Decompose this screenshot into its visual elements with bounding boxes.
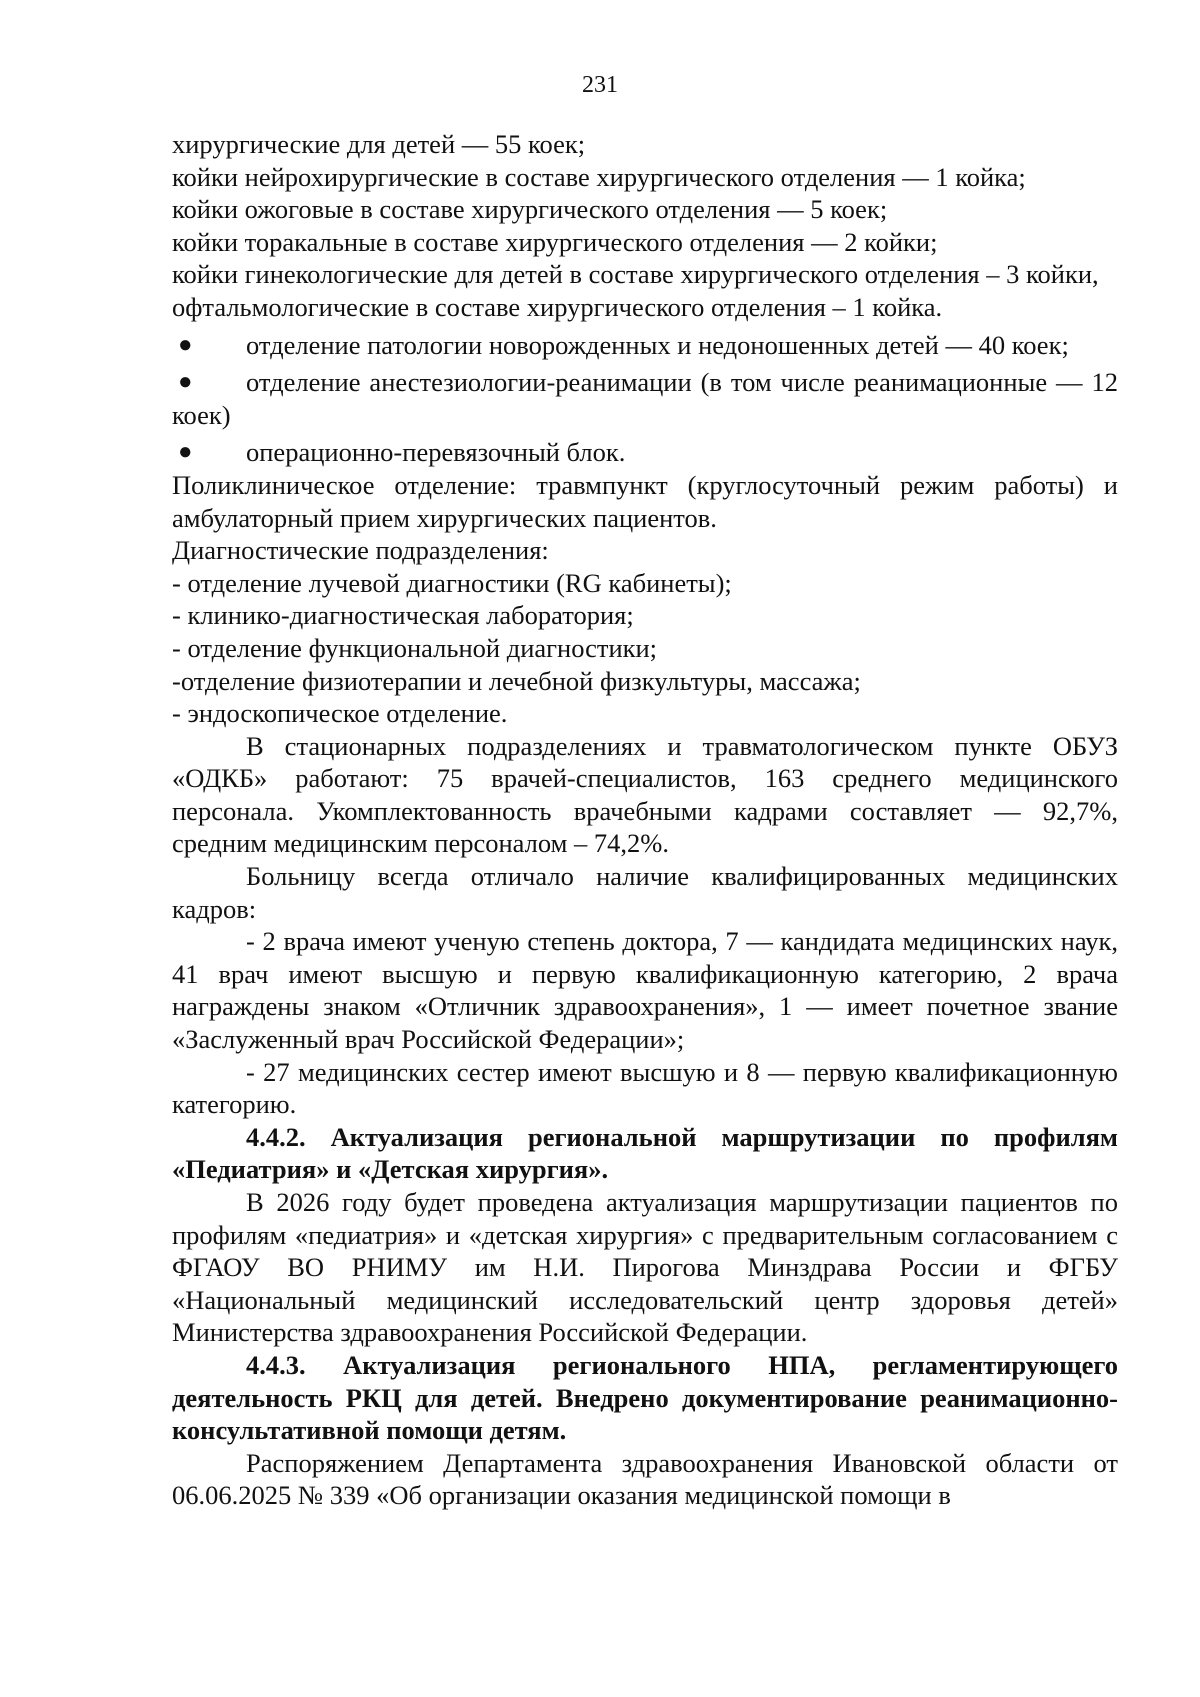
section-heading-4-4-2: 4.4.2. Актуализация региональной маршрутизации по профилям «Педиатрия» и «Детская хирургия». [172, 1121, 1118, 1185]
text-line: хирургические для детей — 55 коек; [172, 129, 586, 159]
nurses-paragraph: - 27 медицинских сестер имеют высшую и 8 — первую квалификационную категорию. [172, 1056, 1118, 1120]
bullet-icon: ● [178, 369, 193, 396]
bullet-item [172, 329, 1118, 362]
bullet-text: отделение патологии новорожденных и недоношенных детей — 40 коек; [246, 329, 1069, 360]
bullet-text: отделение анестезиологии-реанимации (в том числе реанимационные — 12 коек) [172, 367, 1118, 430]
bullet-item [172, 366, 1118, 431]
text-line: койки ожоговые в составе хирургического отделения — 5 коек; [172, 194, 888, 225]
diagnostic-item: - отделение лучевой диагностики (RG кабинеты); [172, 567, 732, 598]
page-number: 231 [582, 72, 618, 98]
diagnostic-item: - клинико-диагностическая лаборатория; [172, 600, 634, 631]
bullet-icon: ● [178, 331, 193, 358]
document-body [172, 128, 1118, 1512]
diagnostic-item: -отделение физиотерапии и лечебной физкультуры, массажа; [172, 665, 861, 696]
ophthalmology-line: офтальмологические в составе хирургического отделения – 1 койка. [172, 291, 943, 322]
diagnostic-item: - эндоскопическое отделение. [172, 698, 508, 729]
bullet-text: операционно-перевязочный блок. [246, 437, 626, 468]
routing-paragraph: В 2026 году будет проведена актуализация маршрутизации пациентов по профилям «педиатрия» и «детская хирургия» с предварительным согласованием с ФГАОУ ВО РНИМУ им Н.И. Пирогова Минздрава России и ФГБУ «Национальный медицинский исследовательский центр здоровья детей» Министерства здравоохранения Российской Федерации. [172, 1187, 1118, 1348]
text-line: койки нейрохирургические в составе хирургического отделения — 1 койка; [172, 161, 1026, 192]
bullet-item [172, 436, 1118, 469]
diagnostic-title: Диагностические подразделения: [172, 535, 549, 566]
polyclinic-paragraph: Поликлиническое отделение: травмпункт (круглосуточный режим работы) и амбулаторный прием хирургических пациентов. [172, 469, 1118, 533]
doctors-paragraph: - 2 врача имеют ученую степень доктора, 7 — кандидата медицинских наук, 41 врач имеют высшую и первую квалификационную категорию, 2 врача награждены знаком «Отличник здравоохранения», 1 — имеет почетное звание «Заслуженный врач Российской Федерации»; [172, 926, 1118, 1055]
text-line: койки торакальные в составе хирургического отделения — 2 койки; [172, 226, 938, 257]
gynecology-paragraph: койки гинекологические для детей в составе хирургического отделения – 3 койки, [172, 259, 1099, 290]
qualified-paragraph: Больницу всегда отличало наличие квалифицированных медицинских кадров: [172, 861, 1118, 924]
bullet-icon: ● [178, 439, 193, 466]
section-heading-4-4-3: 4.4.3. Актуализация регионального НПА, регламентирующего деятельность РКЦ для детей. Внедрено документирование реанимационно-консультативной помощи детям. [172, 1349, 1118, 1446]
staff-paragraph: В стационарных подразделениях и травматологическом пункте ОБУЗ «ОДКБ» работают: 75 врачей-специалистов, 163 среднего медицинского персонала. Укомплектованность врачебными кадрами составляет — 92,7%, средним медицинским персоналом – 74,2%. [172, 730, 1118, 859]
diagnostic-item: - отделение функциональной диагностики; [172, 632, 658, 663]
order-paragraph: Распоряжением Департамента здравоохранения Ивановской области от 06.06.2025 № 339 «Об организации оказания медицинской помощи в [172, 1447, 1118, 1511]
